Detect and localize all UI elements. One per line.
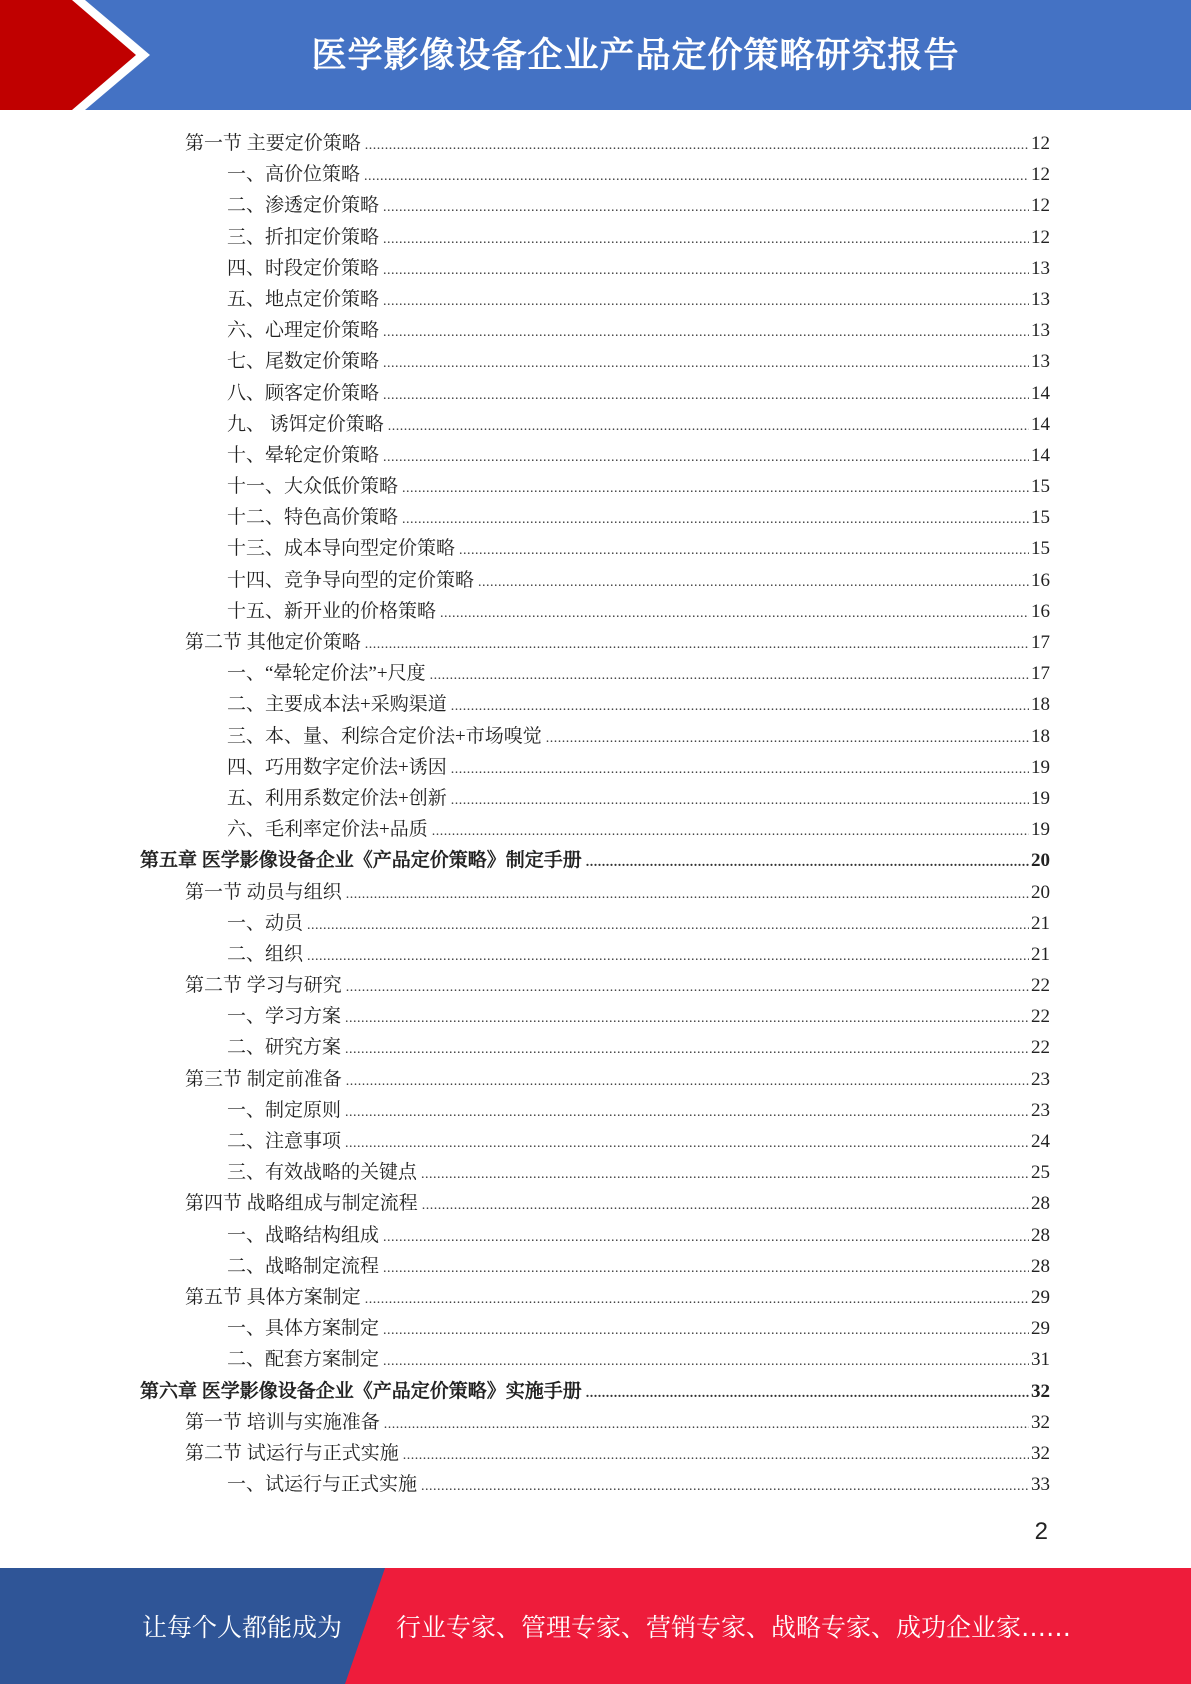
- toc-entry-page: 20: [1031, 881, 1050, 903]
- toc-dot-leader: [383, 348, 1029, 379]
- toc-entry[interactable]: [140, 440, 1050, 471]
- toc-entry-page: 15: [1031, 476, 1050, 498]
- toc-entry-page: 16: [1031, 569, 1050, 591]
- toc-entry[interactable]: [140, 1001, 1050, 1032]
- toc-entry-label: 第五章 医学影像设备企业《产品定价策略》制定手册: [140, 850, 582, 872]
- toc-entry-page: 33: [1031, 1474, 1050, 1496]
- toc-entry-label: 六、毛利率定价法+品质: [227, 819, 428, 841]
- document-title: 医学影像设备企业产品定价策略研究报告: [311, 36, 960, 76]
- toc-entry-label: 七、尾数定价策略: [227, 351, 380, 373]
- toc-entry[interactable]: [140, 783, 1050, 814]
- toc-entry-page: 15: [1031, 507, 1050, 529]
- toc-entry[interactable]: [140, 596, 1050, 627]
- toc-entry-label: 十四、竞争导向型的定价策略: [227, 569, 475, 591]
- toc-entry-page: 32: [1031, 1442, 1050, 1464]
- toc-entry[interactable]: [140, 502, 1050, 533]
- toc-dot-leader: [402, 473, 1029, 504]
- toc-dot-leader: [402, 504, 1029, 535]
- toc-entry-label: 十一、大众低价策略: [227, 476, 399, 498]
- toc-entry[interactable]: [140, 409, 1050, 440]
- toc-dot-leader: [383, 1253, 1029, 1284]
- toc-entry-page: 24: [1031, 1131, 1050, 1152]
- toc-entry[interactable]: [140, 1095, 1050, 1126]
- toc-entry[interactable]: [140, 1032, 1050, 1063]
- toc-entry-page: 12: [1031, 164, 1050, 186]
- toc-dot-leader: [307, 941, 1029, 972]
- toc-entry[interactable]: [140, 1313, 1050, 1344]
- toc-entry-label: 第二节 试运行与正式实施: [185, 1442, 399, 1464]
- toc-dot-leader: [345, 1097, 1029, 1128]
- toc-entry[interactable]: [140, 658, 1050, 689]
- toc-dot-leader: [383, 317, 1029, 348]
- toc-entry-label: 第六章 医学影像设备企业《产品定价策略》实施手册: [140, 1380, 582, 1402]
- toc-entry-page: 28: [1031, 1224, 1050, 1246]
- toc-entry-page: 13: [1031, 257, 1050, 279]
- toc-entry-page: 22: [1031, 975, 1050, 997]
- toc-dot-leader: [459, 535, 1029, 566]
- toc-entry-label: 一、制定原则: [227, 1099, 342, 1121]
- toc-entry-page: 14: [1031, 413, 1050, 435]
- toc-entry-page: 19: [1031, 787, 1050, 809]
- toc-dot-leader: [478, 567, 1029, 598]
- toc-dot-leader: [440, 598, 1029, 629]
- toc-entry-page: 13: [1031, 351, 1050, 373]
- toc-entry-page: 19: [1031, 756, 1050, 778]
- toc-entry-page: 21: [1031, 912, 1050, 934]
- toc-entry-label: 十五、新开业的价格策略: [227, 600, 437, 622]
- toc-dot-leader: [346, 879, 1029, 910]
- toc-dot-leader: [451, 785, 1029, 816]
- toc-entry[interactable]: [140, 1344, 1050, 1375]
- toc-entry-label: 二、注意事项: [227, 1131, 342, 1152]
- toc-entry-page: 29: [1031, 1318, 1050, 1340]
- header-banner: [0, 0, 1191, 112]
- table-of-contents: [140, 128, 1050, 1500]
- toc-entry-label: 三、本、量、利综合定价法+市场嗅觉: [227, 725, 542, 747]
- toc-entry-page: 13: [1031, 320, 1050, 342]
- toc-dot-leader: [403, 1440, 1029, 1471]
- toc-dot-leader: [364, 161, 1029, 192]
- toc-entry-label: 五、利用系数定价法+创新: [227, 787, 447, 809]
- toc-entry[interactable]: [140, 222, 1050, 253]
- toc-entry[interactable]: [140, 1376, 1050, 1407]
- toc-entry-page: 32: [1031, 1411, 1050, 1433]
- toc-dot-leader: [422, 1190, 1029, 1221]
- toc-entry[interactable]: [140, 1157, 1050, 1188]
- toc-entry-label: 一、动员: [227, 912, 304, 934]
- toc-entry-label: 一、高价位策略: [227, 164, 361, 186]
- toc-entry-page: 18: [1031, 694, 1050, 716]
- toc-dot-leader: [383, 192, 1029, 223]
- toc-entry-label: 第一节 培训与实施准备: [185, 1411, 380, 1433]
- toc-entry-label: 二、研究方案: [227, 1037, 342, 1059]
- toc-entry-label: 九、 诱饵定价策略: [227, 413, 384, 435]
- toc-entry[interactable]: [140, 128, 1050, 159]
- toc-entry-page: 12: [1031, 195, 1050, 217]
- toc-entry-label: 六、心理定价策略: [227, 320, 380, 342]
- toc-entry-label: 二、战略制定流程: [227, 1255, 380, 1277]
- toc-entry-page: 13: [1031, 288, 1050, 310]
- toc-entry-label: 十三、成本导向型定价策略: [227, 538, 456, 560]
- toc-entry-label: 一、战略结构组成: [227, 1224, 380, 1246]
- toc-entry-page: 23: [1031, 1068, 1050, 1090]
- toc-dot-leader: [383, 1315, 1029, 1346]
- toc-entry-label: 四、时段定价策略: [227, 257, 380, 279]
- toc-entry[interactable]: [140, 1126, 1050, 1157]
- toc-entry[interactable]: [140, 159, 1050, 190]
- footer-slogan-right: 行业专家、管理专家、营销专家、战略专家、成功企业家……: [396, 1613, 1072, 1642]
- toc-entry[interactable]: [140, 253, 1050, 284]
- toc-dot-leader: [383, 380, 1029, 411]
- toc-dot-leader: [345, 1128, 1029, 1159]
- toc-entry-label: 二、组织: [227, 943, 304, 965]
- toc-dot-leader: [383, 442, 1029, 473]
- toc-entry[interactable]: [140, 315, 1050, 346]
- toc-entry[interactable]: [140, 939, 1050, 970]
- toc-entry[interactable]: [140, 533, 1050, 564]
- toc-entry[interactable]: [140, 1469, 1050, 1500]
- toc-entry-label: 第二节 其他定价策略: [185, 632, 361, 653]
- toc-dot-leader: [432, 816, 1029, 847]
- toc-entry-page: 21: [1031, 943, 1050, 965]
- toc-entry[interactable]: [140, 970, 1050, 1001]
- toc-entry-label: 三、有效战略的关键点: [227, 1162, 418, 1184]
- toc-entry-page: 22: [1031, 1037, 1050, 1059]
- toc-dot-leader: [345, 1034, 1029, 1065]
- toc-entry[interactable]: [140, 378, 1050, 409]
- toc-entry[interactable]: [140, 877, 1050, 908]
- toc-entry-page: 32: [1031, 1380, 1050, 1402]
- toc-entry-page: 31: [1031, 1349, 1050, 1371]
- toc-entry-label: 第一节 动员与组织: [185, 881, 342, 903]
- footer-banner: [0, 1568, 1191, 1684]
- toc-dot-leader: [421, 1471, 1029, 1502]
- toc-entry-label: 十二、特色高价策略: [227, 507, 399, 529]
- toc-entry[interactable]: [140, 1251, 1050, 1282]
- toc-dot-leader: [383, 1346, 1029, 1377]
- toc-entry-page: 28: [1031, 1255, 1050, 1277]
- toc-entry-page: 12: [1031, 226, 1050, 248]
- footer-slogan-left: 让每个人都能成为: [142, 1613, 343, 1642]
- toc-entry-page: 14: [1031, 382, 1050, 404]
- toc-entry-label: 二、渗透定价策略: [227, 195, 380, 217]
- toc-entry[interactable]: [140, 721, 1050, 752]
- toc-entry[interactable]: [140, 346, 1050, 377]
- toc-dot-leader: [586, 847, 1029, 878]
- toc-entry-page: 15: [1031, 538, 1050, 560]
- toc-dot-leader: [383, 1222, 1029, 1253]
- toc-dot-leader: [345, 1003, 1029, 1034]
- toc-dot-leader: [365, 629, 1029, 660]
- toc-entry-page: 14: [1031, 444, 1050, 466]
- toc-entry[interactable]: [140, 814, 1050, 845]
- toc-entry-label: 一、“晕轮定价法”+尺度: [227, 663, 426, 685]
- toc-entry-page: 17: [1031, 632, 1050, 653]
- toc-dot-leader: [451, 754, 1029, 785]
- toc-entry-label: 十、晕轮定价策略: [227, 444, 380, 466]
- toc-entry-label: 二、配套方案制定: [227, 1349, 380, 1371]
- toc-entry[interactable]: [140, 845, 1050, 876]
- toc-entry[interactable]: [140, 908, 1050, 939]
- toc-entry[interactable]: [140, 471, 1050, 502]
- toc-entry-label: 五、地点定价策略: [227, 288, 380, 310]
- toc-dot-leader: [388, 411, 1029, 442]
- toc-entry-label: 第三节 制定前准备: [185, 1068, 342, 1090]
- toc-entry-label: 一、试运行与正式实施: [227, 1474, 418, 1496]
- toc-entry-page: 29: [1031, 1286, 1050, 1308]
- toc-dot-leader: [383, 286, 1029, 317]
- toc-dot-leader: [430, 660, 1029, 691]
- page-number: 2: [1034, 1518, 1048, 1545]
- toc-entry[interactable]: [140, 1188, 1050, 1219]
- toc-entry[interactable]: [140, 1438, 1050, 1469]
- toc-entry[interactable]: [140, 1064, 1050, 1095]
- toc-dot-leader: [346, 972, 1029, 1003]
- toc-entry-page: 28: [1031, 1193, 1050, 1215]
- toc-entry-page: 16: [1031, 600, 1050, 622]
- toc-dot-leader: [451, 691, 1029, 722]
- toc-dot-leader: [421, 1159, 1029, 1190]
- toc-dot-leader: [586, 1378, 1029, 1409]
- toc-entry-label: 第五节 具体方案制定: [185, 1286, 361, 1308]
- toc-entry-label: 一、学习方案: [227, 1006, 342, 1028]
- toc-entry-label: 八、顾客定价策略: [227, 382, 380, 404]
- toc-entry-label: 四、巧用数字定价法+诱因: [227, 756, 447, 778]
- toc-entry-label: 一、具体方案制定: [227, 1318, 380, 1340]
- toc-entry-label: 第四节 战略组成与制定流程: [185, 1193, 418, 1215]
- toc-entry[interactable]: [140, 689, 1050, 720]
- toc-entry-label: 三、折扣定价策略: [227, 226, 380, 248]
- toc-entry-label: 第二节 学习与研究: [185, 975, 342, 997]
- toc-entry[interactable]: [140, 1407, 1050, 1438]
- toc-dot-leader: [346, 1066, 1029, 1097]
- toc-entry[interactable]: [140, 1282, 1050, 1313]
- toc-entry[interactable]: [140, 284, 1050, 315]
- toc-entry-page: 22: [1031, 1006, 1050, 1028]
- toc-entry[interactable]: [140, 190, 1050, 221]
- toc-dot-leader: [365, 1284, 1029, 1315]
- toc-entry[interactable]: [140, 627, 1050, 658]
- toc-entry-page: 17: [1031, 663, 1050, 685]
- toc-dot-leader: [307, 910, 1029, 941]
- toc-entry-label: 二、主要成本法+采购渠道: [227, 694, 447, 716]
- toc-entry-page: 25: [1031, 1162, 1050, 1184]
- toc-entry-page: 19: [1031, 819, 1050, 841]
- toc-entry[interactable]: [140, 565, 1050, 596]
- toc-entry[interactable]: [140, 752, 1050, 783]
- toc-dot-leader: [384, 1409, 1029, 1440]
- toc-entry[interactable]: [140, 1220, 1050, 1251]
- toc-dot-leader: [383, 224, 1029, 255]
- toc-entry-label: 第一节 主要定价策略: [185, 133, 361, 154]
- toc-dot-leader: [546, 723, 1029, 754]
- toc-dot-leader: [365, 130, 1029, 161]
- toc-entry-page: 20: [1031, 850, 1050, 872]
- toc-entry-page: 12: [1031, 133, 1050, 154]
- toc-entry-page: 18: [1031, 725, 1050, 747]
- toc-entry-page: 23: [1031, 1099, 1050, 1121]
- toc-dot-leader: [383, 255, 1029, 286]
